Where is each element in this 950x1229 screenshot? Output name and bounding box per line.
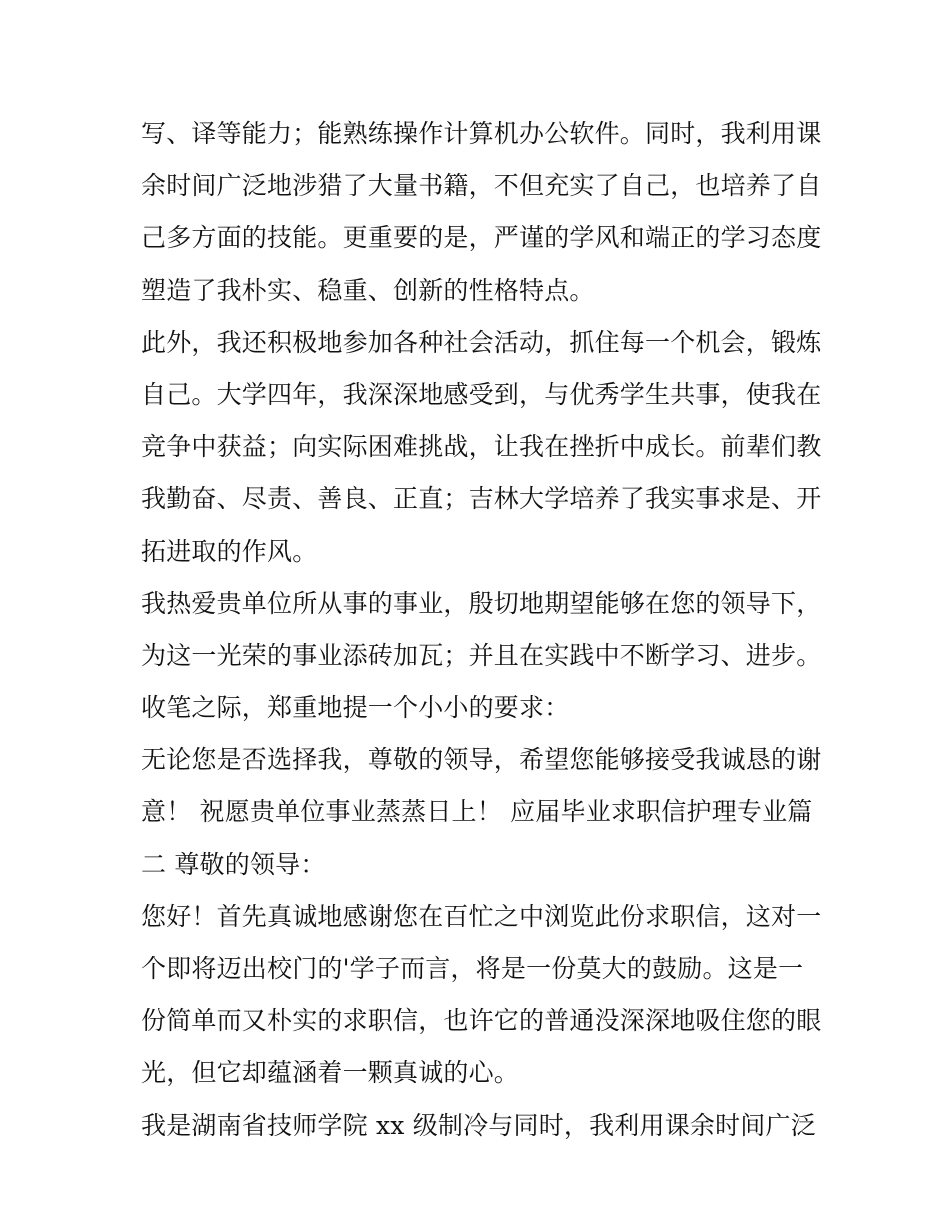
document-body xyxy=(141,108,821,1152)
text-line: 余时间广泛地涉猎了大量书籍，不但充实了自己，也培养了自 xyxy=(141,171,822,201)
text-line: 光，但它却蕴涵着一颗真诚的心。 xyxy=(141,1058,520,1088)
text-line: 写、译等能力；能熟练操作计算机办公软件。同时，我利用课 xyxy=(141,119,822,148)
text-line: 拓进取的作风。 xyxy=(141,536,318,566)
text-line: 份简单而又朴实的求职信，也许它的普通没深深地吸住您的眼 xyxy=(141,1006,822,1036)
text-line: 自己。大学四年，我深深地感受到，与优秀学生共事，使我在 xyxy=(141,379,822,409)
text-line: 无论您是否选择我，尊敬的领导，希望您能够接受我诚恳的谢 xyxy=(141,745,822,775)
text-line: 意！ 祝愿贵单位事业蒸蒸日上！ 应届毕业求职信护理专业篇 xyxy=(141,797,813,827)
text-line: 竞争中获益；向实际困难挑战，让我在挫折中成长。前辈们教 xyxy=(141,432,822,462)
text-line: 此外，我还积极地参加各种社会活动，抓住每一个机会，锻炼 xyxy=(141,327,822,357)
text-line: 我是湖南省技师学院 xx 级制冷与同时，我利用课余时间广泛 xyxy=(141,1110,816,1140)
text-line: 我勤奋、尽责、善良、正直；吉林大学培养了我实事求是、开 xyxy=(141,484,822,514)
text-line: 己多方面的技能。更重要的是，严谨的学风和端正的学习态度 xyxy=(141,223,822,253)
text-line: 收笔之际，郑重地提一个小小的要求： xyxy=(141,693,570,723)
text-line: 个即将迈出校门的'学子而言，将是一份莫大的鼓励。这是一 xyxy=(141,954,804,983)
text-line: 我热爱贵单位所从事的事业，殷切地期望能够在您的领导下， xyxy=(141,588,822,618)
text-line: 塑造了我朴实、稳重、创新的性格特点。 xyxy=(141,275,595,305)
text-line: 为这一光荣的事业添砖加瓦；并且在实践中不断学习、进步。 xyxy=(141,640,822,670)
text-line: 二 尊敬的领导： xyxy=(141,849,326,879)
text-line: 您好！首先真诚地感谢您在百忙之中浏览此份求职信，这对一 xyxy=(141,901,822,931)
